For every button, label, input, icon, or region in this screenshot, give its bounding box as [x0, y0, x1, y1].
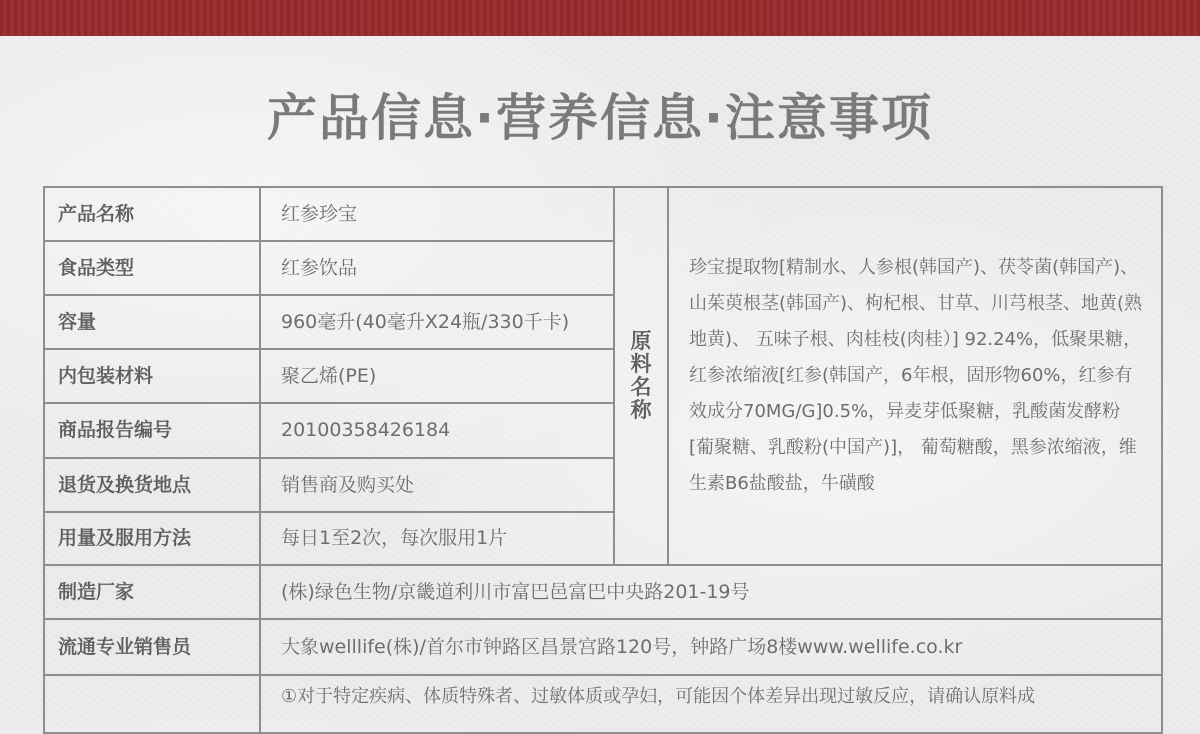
top-banner: [0, 0, 1200, 36]
value-manufacturer: (株)绿色生物/京畿道利川市富巴邑富巴中央路201-19号: [259, 564, 1163, 620]
label-dosage: 用量及服用方法: [43, 511, 261, 566]
label-precautions: [43, 674, 261, 734]
label-packaging: 内包装材料: [43, 348, 261, 404]
label-product-name: 产品名称: [43, 186, 261, 242]
value-return-location: 销售商及购买处: [259, 457, 615, 513]
page-title: 产品信息·营养信息·注意事项: [267, 89, 933, 147]
label-manufacturer: 制造厂家: [43, 564, 261, 620]
label-ingredients: 原料名称: [613, 186, 669, 566]
value-dosage: 每日1至2次，每次服用1片: [259, 511, 615, 566]
label-food-type: 食品类型: [43, 240, 261, 296]
value-ingredients: [667, 186, 1163, 566]
value-food-type: 红参饮品: [259, 240, 615, 296]
label-distributor: 流通专业销售员: [43, 618, 261, 676]
value-capacity: 960毫升(40毫升X24瓶/330千卡): [259, 294, 615, 350]
value-report-number: 20100358426184: [259, 402, 615, 459]
ingredients-text: 珍宝提取物[精制水、人参根(韩国产)、茯苓菌(韩国产)、 山茱萸根茎(韩国产)、枸杞根、甘草、川芎根茎、地黄(熟地黄)、 五味子根、肉桂枝(肉桂）] 92.24%，低聚果糖，红参浓缩液[红参(韩国产，6年根，固形物60%，红参有效成分70MG/G]0.5%，异麦芽低聚糖，乳酸菌发酵粉[葡聚糖、乳酸粉(中国产)]， 葡萄糖酸，黑参浓缩液，维生素B6盐酸盐，牛磺酸: [689, 257, 1143, 494]
label-return-location: 退货及换货地点: [43, 457, 261, 513]
value-product-name: 红参珍宝: [259, 186, 615, 242]
value-packaging: 聚乙烯(PE): [259, 348, 615, 404]
value-precautions: ①对于特定疾病、体质特殊者、过敏体质或孕妇，可能因个体差异出现过敏反应，请确认原料成: [259, 674, 1163, 734]
label-capacity: 容量: [43, 294, 261, 350]
value-distributor: 大象welllife(株)/首尔市钟路区昌景宫路120号，钟路广场8楼www.wellife.co.kr: [259, 618, 1163, 676]
label-report-number: 商品报告编号: [43, 402, 261, 459]
